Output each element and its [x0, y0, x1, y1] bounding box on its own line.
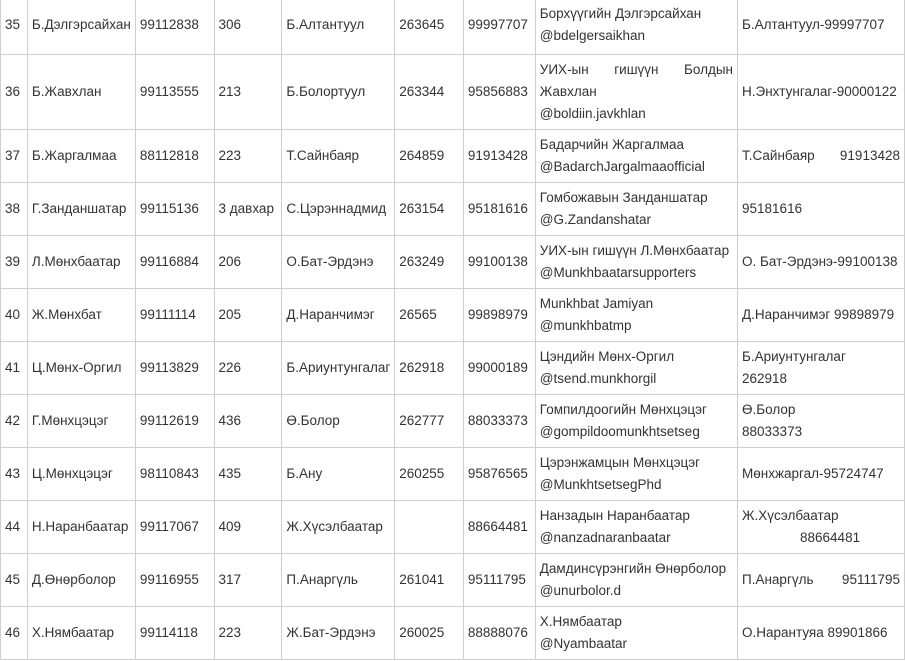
- row-number: 43: [1, 448, 28, 501]
- assistant-mobile: 99000189: [463, 342, 535, 395]
- member-phone: 99111114: [135, 289, 214, 342]
- table-row: [1, 55, 905, 130]
- assistant-mobile: 99100138: [463, 236, 535, 289]
- assistant-mobile: 95856883: [463, 55, 535, 130]
- member-phone: 99113555: [135, 55, 214, 130]
- member-phone: 99115136: [135, 183, 214, 236]
- contact-person: [738, 501, 905, 554]
- social-line: Цэрэнжамцын Мөнхцэцэг: [539, 455, 701, 470]
- member-name: Л.Мөнхбаатар: [27, 236, 135, 289]
- office-room: 435: [214, 448, 282, 501]
- assistant-mobile: 99898979: [463, 289, 535, 342]
- assistant-name: Т.Сайнбаяр: [282, 130, 395, 183]
- contact-line: 262918: [742, 371, 788, 386]
- row-number: 39: [1, 236, 28, 289]
- assistant-name: П.Анаргүль: [282, 554, 395, 607]
- member-phone: 99114118: [135, 607, 214, 660]
- contact-line: О. Бат-Эрдэнэ-99100138: [742, 254, 898, 269]
- social-line: @Munkhbaatarsupporters: [539, 265, 697, 280]
- contact-person: [738, 183, 905, 236]
- contact-person: [738, 448, 905, 501]
- office-extension: 26565: [395, 289, 464, 342]
- office-extension: 264859: [395, 130, 464, 183]
- contact-line: П.Анаргүль 95111795: [742, 572, 900, 587]
- table-row: [1, 342, 905, 395]
- assistant-mobile: 88033373: [463, 395, 535, 448]
- social-line: УИХ-ын гишүүн Л.Мөнхбаатар: [539, 243, 730, 258]
- table-row: [1, 395, 905, 448]
- contact-line: 95181616: [742, 201, 803, 216]
- row-number: 45: [1, 554, 28, 607]
- contact-line: Б.Алтантуул-99997707: [742, 17, 885, 32]
- member-phone: 98110843: [135, 448, 214, 501]
- assistant-name: Ө.Болор: [282, 395, 395, 448]
- member-name: Б.Жавхлан: [27, 55, 135, 130]
- table-row: [1, 183, 905, 236]
- member-name: Г.Занданшатар: [27, 183, 135, 236]
- table-row: [1, 448, 905, 501]
- assistant-mobile: 88888076: [463, 607, 535, 660]
- office-room: 3 давхар: [214, 183, 282, 236]
- social-line: Munkhbat Jamiyan: [539, 296, 654, 311]
- social-line: @G.Zandanshatar: [539, 212, 652, 227]
- social-line: Гомбожавын Занданшатар: [539, 190, 708, 205]
- social-line: Гомпилдоогийн Мөнхцэцэг: [539, 402, 707, 417]
- table-row: [1, 236, 905, 289]
- assistant-name: Б.Болортуул: [282, 55, 395, 130]
- member-phone: 99116955: [135, 554, 214, 607]
- office-extension: 261041: [395, 554, 464, 607]
- social-line: Х.Нямбаатар: [539, 614, 622, 629]
- contact-line: 88033373: [742, 424, 803, 439]
- row-number: 35: [1, 0, 28, 55]
- social-line: @MunkhtsetsegPhd: [539, 477, 662, 492]
- assistant-name: Б.Ану: [282, 448, 395, 501]
- social-account: [535, 183, 737, 236]
- row-number: 38: [1, 183, 28, 236]
- assistant-name: Д.Наранчимэг: [282, 289, 395, 342]
- member-name: Б.Дэлгэрсайхан: [27, 0, 135, 55]
- social-line: @gompildoomunkhtsetseg: [539, 424, 700, 439]
- assistant-name: С.Цэрэннадмид: [282, 183, 395, 236]
- office-room: 226: [214, 342, 282, 395]
- table-row: [1, 289, 905, 342]
- office-extension: 263249: [395, 236, 464, 289]
- table-row: [1, 0, 905, 55]
- row-number: 37: [1, 130, 28, 183]
- social-line: Жавхлан: [539, 84, 597, 99]
- member-name: Х.Нямбаатар: [27, 607, 135, 660]
- contact-person: [738, 0, 905, 55]
- member-name: Ц.Мөнхцэцэг: [27, 448, 135, 501]
- contact-line: 88664481: [800, 530, 861, 545]
- contact-line: Б.Ариунтунгалаг: [742, 349, 846, 364]
- social-account: [535, 55, 737, 130]
- social-line: @Nyambaatar: [539, 636, 628, 651]
- office-extension: 263344: [395, 55, 464, 130]
- office-room: 223: [214, 130, 282, 183]
- contact-line: Т.Сайнбаяр 91913428: [742, 148, 900, 163]
- member-phone: 88112818: [135, 130, 214, 183]
- assistant-mobile: 95181616: [463, 183, 535, 236]
- contact-person: [738, 554, 905, 607]
- social-account: [535, 342, 737, 395]
- contact-person: [738, 236, 905, 289]
- office-extension: 262777: [395, 395, 464, 448]
- table-row: [1, 607, 905, 660]
- assistant-mobile: 99997707: [463, 0, 535, 55]
- contact-line: Ө.Болор: [742, 402, 796, 417]
- office-extension: 263645: [395, 0, 464, 55]
- member-phone: 99113829: [135, 342, 214, 395]
- office-room: 409: [214, 501, 282, 554]
- contact-line: Мөнхжаргал-95724747: [742, 466, 884, 481]
- social-line: @boldiin.javkhlan: [539, 106, 646, 121]
- assistant-name: Ж.Хүсэлбаатар: [282, 501, 395, 554]
- contact-line: Н.Энхтунгалаг-90000122: [742, 84, 897, 99]
- contact-person: [738, 395, 905, 448]
- office-extension: 260255: [395, 448, 464, 501]
- member-phone: 99117067: [135, 501, 214, 554]
- social-line: Дамдинсүрэнгийн Өнөрболор: [539, 561, 727, 576]
- social-line: УИХ-ын гишүүн Болдын: [539, 62, 734, 77]
- social-account: [535, 395, 737, 448]
- member-name: Б.Жаргалмаа: [27, 130, 135, 183]
- office-room: 306: [214, 0, 282, 55]
- contact-line: Ж.Хүсэлбаатар: [742, 508, 839, 523]
- row-number: 42: [1, 395, 28, 448]
- contact-line: Д.Наранчимэг 99898979: [742, 307, 895, 322]
- social-line: @BadarchJargalmaaofficial: [539, 159, 705, 174]
- assistant-name: Б.Ариунтунгалаг: [282, 342, 395, 395]
- social-account: [535, 554, 737, 607]
- social-line: Борхүүгийн Дэлгэрсайхан: [539, 6, 702, 21]
- social-line: Бадарчийн Жаргалмаа: [539, 137, 685, 152]
- office-room: 223: [214, 607, 282, 660]
- member-name: Ц.Мөнх-Оргил: [27, 342, 135, 395]
- row-number: 41: [1, 342, 28, 395]
- contact-person: [738, 130, 905, 183]
- assistant-name: О.Бат-Эрдэнэ: [282, 236, 395, 289]
- office-room: 213: [214, 55, 282, 130]
- social-account: [535, 501, 737, 554]
- social-account: [535, 236, 737, 289]
- contact-line: О.Нарантуяа 89901866: [742, 625, 888, 640]
- row-number: 40: [1, 289, 28, 342]
- social-line: @tsend.munkhorgil: [539, 371, 657, 386]
- member-name: Н.Наранбаатар: [27, 501, 135, 554]
- social-line: Цэндийн Мөнх-Оргил: [539, 349, 675, 364]
- table-row: [1, 130, 905, 183]
- contact-person: [738, 607, 905, 660]
- social-line: @munkhbatmp: [539, 318, 632, 333]
- assistant-mobile: 95111795: [463, 554, 535, 607]
- assistant-name: Б.Алтантуул: [282, 0, 395, 55]
- assistant-mobile: 95876565: [463, 448, 535, 501]
- social-line: @unurbolor.d: [539, 583, 622, 598]
- member-name: Ж.Мөнхбат: [27, 289, 135, 342]
- member-phone: 99112838: [135, 0, 214, 55]
- contact-person: [738, 289, 905, 342]
- table-row: [1, 554, 905, 607]
- social-account: [535, 289, 737, 342]
- office-room: 205: [214, 289, 282, 342]
- office-room: 436: [214, 395, 282, 448]
- row-number: 44: [1, 501, 28, 554]
- office-extension: [395, 501, 464, 554]
- row-number: 36: [1, 55, 28, 130]
- office-extension: 262918: [395, 342, 464, 395]
- office-room: 206: [214, 236, 282, 289]
- member-name: Г.Мөнхцэцэг: [27, 395, 135, 448]
- social-line: Нанзадын Наранбаатар: [539, 508, 690, 523]
- member-name: Д.Өнөрболор: [27, 554, 135, 607]
- social-line: @bdelgersaikhan: [539, 28, 646, 43]
- social-line: @nanzadnaranbaatar: [539, 530, 671, 545]
- office-extension: 260025: [395, 607, 464, 660]
- contact-person: [738, 342, 905, 395]
- member-phone: 99112619: [135, 395, 214, 448]
- member-phone: 99116884: [135, 236, 214, 289]
- assistant-name: Ж.Бат-Эрдэнэ: [282, 607, 395, 660]
- social-account: [535, 0, 737, 55]
- row-number: 46: [1, 607, 28, 660]
- office-room: 317: [214, 554, 282, 607]
- social-account: [535, 607, 737, 660]
- contact-person: [738, 55, 905, 130]
- assistant-mobile: 88664481: [463, 501, 535, 554]
- office-extension: 263154: [395, 183, 464, 236]
- social-account: [535, 448, 737, 501]
- social-account: [535, 130, 737, 183]
- table-row: [1, 501, 905, 554]
- assistant-mobile: 91913428: [463, 130, 535, 183]
